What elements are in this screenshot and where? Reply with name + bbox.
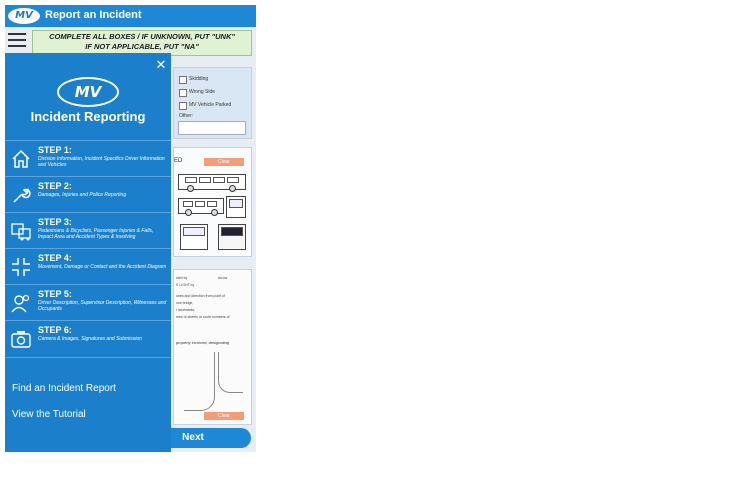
step-title: STEP 6:: [38, 325, 72, 335]
step-1-item[interactable]: [5, 140, 171, 177]
accident-diagram-panel: [173, 269, 252, 425]
clear-vehicle-button[interactable]: Clear: [204, 158, 244, 166]
bus-side-view[interactable]: [178, 174, 246, 190]
view-tutorial-link[interactable]: View the Tutorial: [12, 409, 86, 420]
road-drawing: [218, 352, 243, 393]
bus-front-view[interactable]: [226, 196, 246, 218]
mv-logo-icon: MV: [8, 8, 40, 24]
corners-icon: [10, 256, 32, 278]
step-description: Driver Description, Supervisor Description, Witnesses and Occupants: [38, 300, 167, 312]
step-description: Damages, Injuries and Police Reporting: [38, 192, 127, 198]
diagram-instruction: r landmarks,: [176, 308, 196, 312]
vehicle-parked-checkbox[interactable]: [179, 102, 187, 110]
road-drawing: [184, 352, 215, 411]
wrench-icon: [10, 184, 32, 206]
step-4-item[interactable]: [5, 248, 171, 285]
step-title: STEP 4:: [38, 253, 72, 263]
skidding-checkbox[interactable]: [179, 76, 187, 84]
window-title: Report an Incident: [45, 9, 142, 21]
diagram-instruction: S LIGHT by: [176, 283, 195, 287]
section-label-fragment: ED: [174, 158, 183, 164]
next-button[interactable]: Next: [135, 428, 251, 448]
title-bar: [5, 5, 256, 27]
bus-front-view-2[interactable]: [218, 224, 246, 250]
app-window: [5, 5, 256, 452]
checkbox-label: Wrong Side: [189, 89, 216, 95]
people-icon: [10, 292, 32, 314]
find-incident-report-link[interactable]: Find an Incident Report: [12, 383, 116, 394]
step-6-item[interactable]: [5, 320, 171, 358]
step-title: STEP 2:: [38, 181, 72, 191]
checkbox-label: MV Vehicle Parked: [189, 102, 232, 108]
diagram-instruction: ided by: [176, 276, 188, 280]
bus-side-view-2[interactable]: [178, 198, 224, 214]
navigation-drawer: [5, 53, 171, 452]
step-title: STEP 1:: [38, 145, 72, 155]
bus-rear-view[interactable]: [180, 224, 208, 250]
step-title: STEP 3:: [38, 217, 72, 227]
diagram-instruction: Arrow: [218, 276, 228, 280]
diagram-instruction-italic: property involved, designating: [176, 340, 230, 345]
step-3-item[interactable]: [5, 212, 171, 249]
step-description: Division Information, Incident Specifics Driver Information and Vehicles: [38, 156, 165, 168]
step-description: Pedestrians & Bicyclists, Passenger Injuries & Falls, Impact Area and Accident Types & Involving: [38, 228, 154, 240]
diagram-instruction: mes of streets or route numbers of: [176, 315, 230, 319]
close-icon[interactable]: ✕: [155, 57, 167, 72]
diagram-instruction: nce bridge,: [176, 301, 194, 305]
step-title: STEP 5:: [38, 289, 72, 299]
checkbox-label: Skidding: [189, 76, 209, 82]
other-label: Other:: [179, 113, 193, 119]
diagram-instruction: ones and direction from point of: [176, 294, 226, 298]
wrong-side-checkbox[interactable]: [179, 89, 187, 97]
other-input[interactable]: [178, 121, 246, 135]
camera-icon: [10, 328, 32, 350]
instruction-line-2: IF NOT APPLICABLE, PUT "NA": [85, 42, 199, 51]
home-icon: [10, 148, 32, 170]
hamburger-menu-icon[interactable]: [8, 33, 26, 47]
mv-logo-icon: MV: [57, 77, 119, 107]
step-description: Movement, Damage or Contact and the Accident Diagram: [38, 264, 167, 270]
vehicles-icon: [10, 220, 32, 242]
vehicle-diagram-panel: [173, 147, 252, 257]
app-title: Incident Reporting: [30, 109, 146, 124]
step-5-item[interactable]: [5, 284, 171, 321]
options-panel: [173, 67, 252, 139]
instruction-line-1: COMPLETE ALL BOXES / IF UNKNOWN, PUT "UNK": [49, 32, 235, 41]
step-description: Camera & Images, Signatures and Submission: [38, 336, 142, 342]
clear-diagram-button[interactable]: Clear: [204, 412, 244, 420]
step-2-item[interactable]: [5, 176, 171, 213]
